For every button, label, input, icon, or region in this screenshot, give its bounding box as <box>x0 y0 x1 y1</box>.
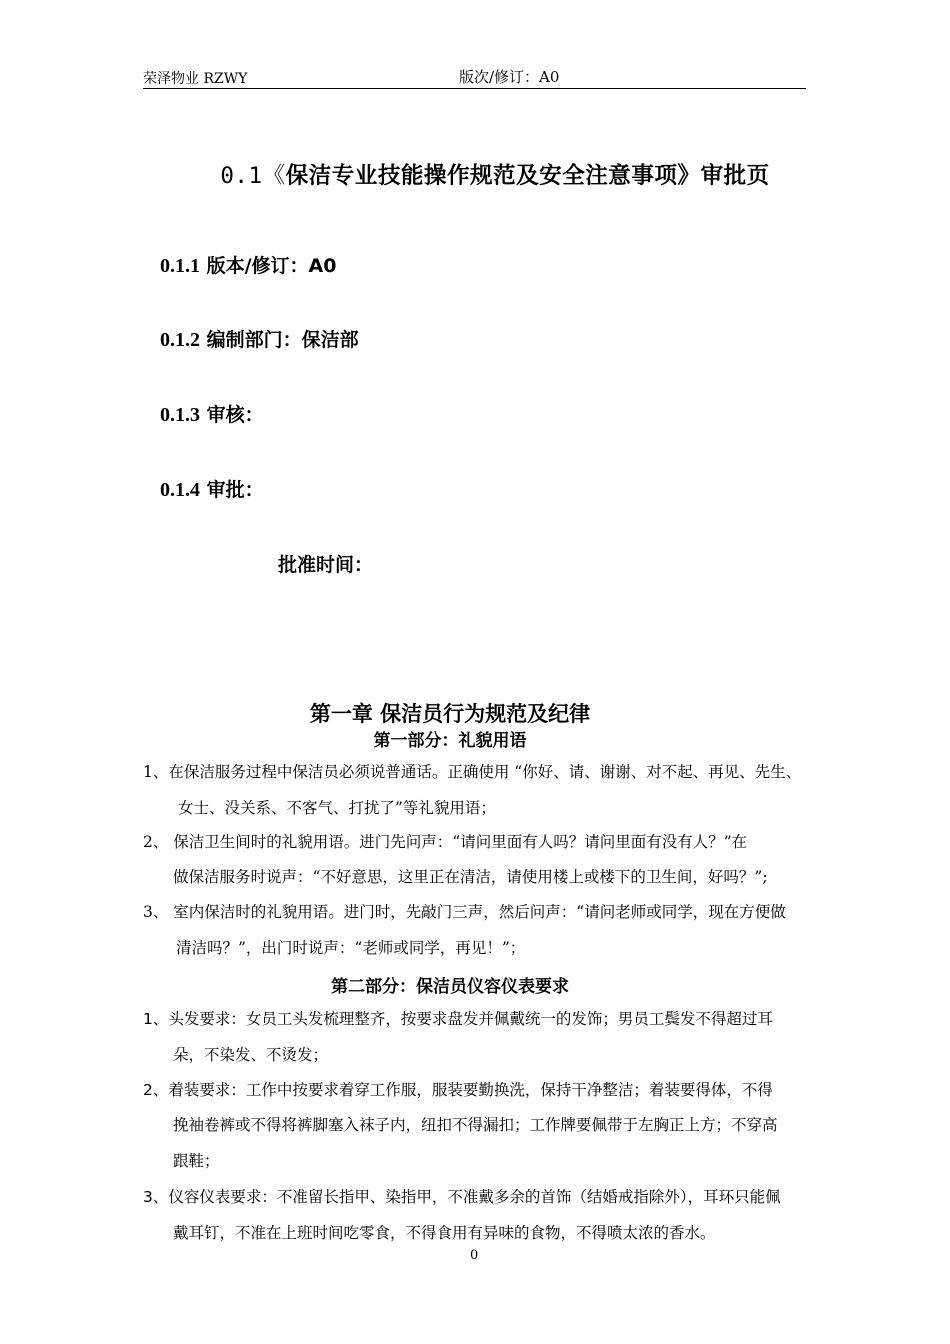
field-approve-num: 0.1.4 <box>160 479 200 501</box>
field-department <box>160 325 359 352</box>
page-header <box>143 66 806 89</box>
p1-line2: 女士、没关系、不客气、打扰了”等礼貌用语； <box>178 799 496 817</box>
page-number: 0 <box>470 1248 479 1263</box>
p2-line1: 2、 保洁卫生间时的礼貌用语。进门先问声：“请问里面有人吗？请问里面有没有人？”在 <box>143 833 748 851</box>
q3-line2: 戴耳钉，不准在上班时间吃零食，不得食用有异味的食物，不得喷太浓的香水。 <box>173 1224 716 1242</box>
q1-line2: 朵，不染发、不烫发； <box>173 1046 329 1064</box>
title-prefix: 0.1《 <box>220 163 286 189</box>
field-review-num: 0.1.3 <box>160 404 200 426</box>
q1-text1: 头发要求：女员工头发梳理整齐，按要求盘发并佩戴统一的发饰；男员工鬓发不得超过耳 <box>168 1010 773 1028</box>
field-department-text: 编制部门：保洁部 <box>200 329 359 351</box>
q2-line3: 跟鞋； <box>173 1152 220 1170</box>
p2-line2: 做保洁服务时说声：“不好意思，这里正在清洁，请使用楼上或楼下的卫生间，好吗？”; <box>173 868 768 886</box>
q1-number: 1、 <box>143 1010 169 1028</box>
field-version-text: 版本/修订：A0 <box>200 255 337 277</box>
field-review-text: 审核： <box>200 404 264 426</box>
part1-title: 第一部分：礼貌用语 <box>373 731 527 751</box>
q3-number: 3、 <box>143 1188 169 1206</box>
field-approval-time: 批准时间： <box>278 554 374 576</box>
q3-line1 <box>143 1180 781 1214</box>
field-version <box>160 251 336 278</box>
q3-text1: 仪容仪表要求：不准留长指甲、染指甲，不准戴多余的首饰（结婚戒指除外），耳环只能佩 <box>168 1188 781 1206</box>
header-version: 版次/修订：A0 <box>459 68 560 86</box>
field-review <box>160 400 264 427</box>
field-version-num: 0.1.1 <box>160 255 200 277</box>
p1-line1: 1、在保洁服务过程中保洁员必须说普通话。正确使用 “你好、请、谢谢、对不起、再见、先生、 <box>143 763 802 781</box>
field-approve <box>160 475 264 502</box>
q1-line1 <box>143 1002 773 1036</box>
field-department-num: 0.1.2 <box>160 329 200 351</box>
document-title <box>0 158 950 190</box>
p3-line1: 3、 室内保洁时的礼貌用语。进门时，先敲门三声，然后问声：“请问老师或同学，现在方便做 <box>143 903 786 921</box>
q2-line2: 挽袖卷裤或不得将裤脚塞入袜子内，纽扣不得漏扣；工作牌要佩带于左胸正上方；不穿高 <box>173 1116 778 1134</box>
title-main: 保洁专业技能操作规范及安全注意事项》审批页 <box>285 163 770 189</box>
field-approve-text: 审批： <box>200 479 264 501</box>
q2-number: 2、 <box>143 1081 169 1099</box>
header-org: 荣泽物业 RZWY <box>143 71 248 87</box>
q2-text1: 着装要求：工作中按要求着穿工作服，服装要勤换洗，保持干净整洁；着装要得体，不得 <box>168 1081 773 1099</box>
q2-line1 <box>143 1073 773 1107</box>
chapter-title: 第一章 保洁员行为规范及纪律 <box>309 702 591 726</box>
p3-line2: 清洁吗？”，出门时说声：“老师或同学，再见！”； <box>176 939 526 957</box>
part2-title: 第二部分：保洁员仪容仪表要求 <box>331 977 569 997</box>
